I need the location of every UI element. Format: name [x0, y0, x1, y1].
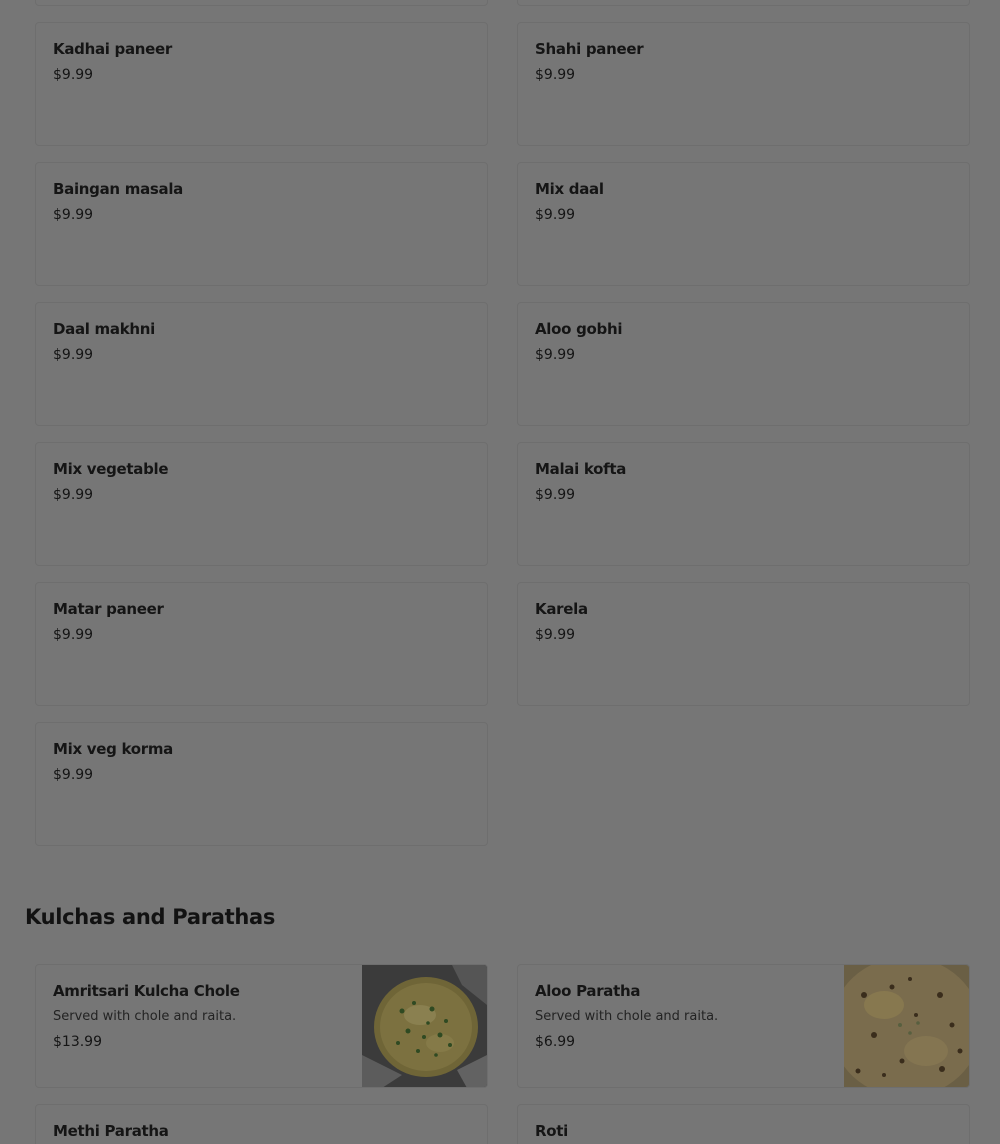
menu-item-card[interactable]	[517, 0, 970, 6]
menu-item-name: Kadhai paneer	[53, 40, 173, 58]
menu-item-price: $9.99	[535, 347, 576, 363]
menu-item-price: $9.99	[53, 767, 94, 783]
menu-item-card[interactable]	[35, 302, 488, 426]
menu-item-price: $9.99	[535, 487, 576, 503]
menu-item-name: Mix daal	[535, 180, 604, 198]
menu-item-price: $13.99	[53, 1034, 102, 1050]
menu-item-card[interactable]	[517, 162, 970, 286]
kulcha-food-image	[362, 965, 487, 1088]
menu-item-card[interactable]	[35, 442, 488, 566]
menu-item-card[interactable]	[517, 1104, 970, 1144]
menu-item-name: Malai kofta	[535, 460, 627, 478]
menu-item-card[interactable]	[517, 302, 970, 426]
menu-item-price: $6.99	[535, 1034, 576, 1050]
menu-item-price: $9.99	[53, 627, 94, 643]
menu-item-name: Roti	[535, 1122, 568, 1140]
menu-item-name: Daal makhni	[53, 320, 155, 338]
menu-item-name: Baingan masala	[53, 180, 184, 198]
menu-item-card[interactable]	[35, 22, 488, 146]
menu-item-name: Aloo Paratha	[535, 982, 641, 1000]
menu-item-card[interactable]	[35, 1104, 488, 1144]
menu-item-name: Mix veg korma	[53, 740, 174, 758]
menu-item-card[interactable]	[35, 964, 488, 1088]
menu-item-price: $9.99	[53, 487, 94, 503]
paratha-food-image	[844, 965, 969, 1088]
menu-item-price: $9.99	[535, 67, 576, 83]
menu-item-price: $9.99	[535, 207, 576, 223]
menu-item-card[interactable]	[517, 442, 970, 566]
menu-item-name: Shahi paneer	[535, 40, 644, 58]
menu-item-card[interactable]	[35, 582, 488, 706]
menu-item-name: Aloo gobhi	[535, 320, 623, 338]
menu-item-card[interactable]	[35, 162, 488, 286]
menu-item-name: Mix vegetable	[53, 460, 169, 478]
menu-item-card[interactable]	[517, 582, 970, 706]
menu-item-price: $9.99	[53, 207, 94, 223]
menu-item-price: $9.99	[53, 67, 94, 83]
menu-item-card[interactable]	[35, 0, 488, 6]
menu-item-description: Served with chole and raita.	[535, 1009, 719, 1024]
menu-item-name: Amritsari Kulcha Chole	[53, 982, 240, 1000]
menu-item-price: $9.99	[535, 627, 576, 643]
menu-item-card[interactable]	[35, 722, 488, 846]
section-title: Kulchas and Parathas	[25, 905, 276, 929]
menu-item-name: Karela	[535, 600, 588, 618]
menu-item-name: Methi Paratha	[53, 1122, 169, 1140]
menu-item-price: $9.99	[53, 347, 94, 363]
menu-item-card[interactable]	[517, 22, 970, 146]
menu-item-card[interactable]	[517, 964, 970, 1088]
menu-item-name: Matar paneer	[53, 600, 164, 618]
menu-item-description: Served with chole and raita.	[53, 1009, 237, 1024]
